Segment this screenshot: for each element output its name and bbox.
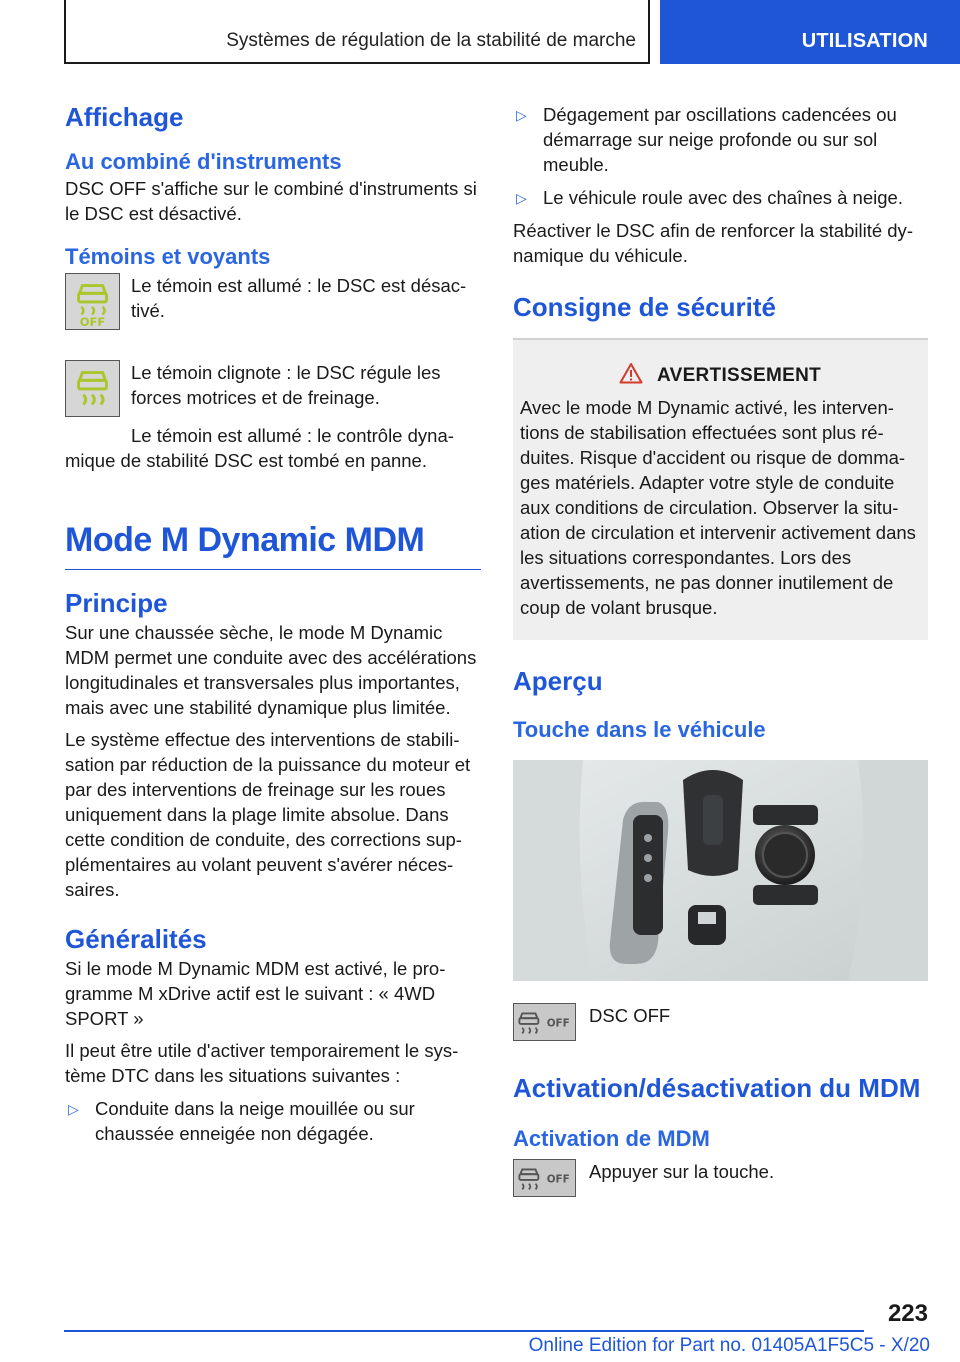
triangle-right-icon: ▷: [68, 1101, 79, 1117]
page-number: 223: [887, 1300, 928, 1327]
principe-p2: Le système effectue des interventions de stabilisation par réduction de la puissance du moteur et par des interventions de freinage sur les roues uniquement dans la plage limite absolue. Dans cette condition de conduite, des corrections supplémentaires au volant peuvent s'avérer nécessaires.: [65, 729, 471, 900]
reactiver-text: Réactiver le DSC afin de renforcer la stabilité dynamique du véhicule.: [513, 220, 913, 266]
footer-edition-text: Online Edition for Part no. 01405A1F5C5 - X/20: [528, 1335, 930, 1356]
right-column: [513, 102, 928, 1199]
dsc-off-button-icon: [513, 1159, 576, 1197]
combine-text: DSC OFF s'affiche sur le combiné d'instruments si le DSC est désactivé.: [65, 178, 477, 224]
warning-header: [520, 362, 920, 389]
list-item: ▷ Le véhicule roule avec des chaînes à neige.: [513, 185, 928, 210]
left-column: [65, 100, 481, 1146]
dsc-off-caption: DSC OFF: [589, 1005, 671, 1026]
warning-title: AVERTISSEMENT: [656, 364, 821, 386]
footer-rule: [64, 1330, 864, 1332]
generalites-p1: Si le mode M Dynamic MDM est activé, le programme M xDrive actif est le suivant : « 4WD SPORT »: [65, 958, 446, 1029]
temoin-2-text: Le témoin clignote : le DSC régule les forces motrices et de freinage.: [131, 362, 441, 408]
warning-triangle-icon: [619, 362, 643, 389]
temoin-row-1: [65, 273, 481, 341]
warning-box: [513, 338, 928, 640]
temoin-3-text: Le témoin est allumé : le contrôle dynamique de stabilité DSC est tombé en panne.: [65, 425, 454, 471]
heading-affichage: Affichage: [65, 102, 184, 132]
warning-text: Avec le mode M Dynamic activé, les interventions de stabilisation effectuées sont plus réduites. Risque d'accident ou risque de dommages matériels. Adapter votre style de conduite aux conditions de circulation. Observer la situation de circulation et intervenir activement dans les situations correspondantes. Lors des avertissements, ne pas donner inutilement de coup de volant brusque.: [520, 397, 916, 618]
center-console-photo: [513, 760, 928, 981]
heading-touche: Touche dans le véhicule: [513, 717, 766, 742]
temoin-1-text: Le témoin est allumé : le DSC est désactivé.: [131, 275, 467, 321]
chapter-title: Mode M Dynamic MDM: [65, 519, 481, 570]
principe-p1: Sur une chaussée sèche, le mode M Dynamic MDM permet une conduite avec des accélérations longitudinales et transversales plus importantes, mais avec une stabilité dynamique plus limitée.: [65, 622, 477, 718]
triangle-right-icon: ▷: [516, 107, 527, 123]
dsc-off-warning-icon: [65, 273, 120, 330]
heading-activation-mdm: Activation de MDM: [513, 1126, 710, 1151]
heading-temoins: Témoins et voyants: [65, 244, 271, 269]
appuyer-text: Appuyer sur la touche.: [589, 1161, 775, 1182]
svg-text:OFF: OFF: [546, 1173, 570, 1186]
svg-text:OFF: OFF: [546, 1017, 570, 1030]
temoin-row-2: [65, 360, 481, 420]
heading-principe: Principe: [65, 588, 168, 618]
list-item: ▷ Dégagement par oscillations cadencées ou démarrage sur neige profonde ou sur sol meuble.: [516, 104, 897, 175]
heading-activation: Activation/désactivation du MDM: [513, 1073, 921, 1103]
header-tab-label: UTILISATION: [801, 30, 928, 52]
heading-generalites: Généralités: [65, 924, 207, 954]
heading-apercu: Aperçu: [513, 666, 603, 696]
heading-consigne: Consigne de sécurité: [513, 292, 776, 322]
dsc-active-warning-icon: [65, 360, 120, 417]
dsc-off-button-icon: [513, 1003, 576, 1041]
bullet-list-right: [513, 102, 928, 210]
appuyer-row: [513, 1159, 928, 1199]
bullet-list-left: [65, 1096, 481, 1146]
heading-combine: Au combiné d'instruments: [65, 149, 342, 174]
generalites-p2: Il peut être utile d'activer temporairement le système DTC dans les situations suivantes :: [65, 1040, 459, 1086]
list-item: ▷ Conduite dans la neige mouillée ou sur chaussée enneigée non dégagée.: [68, 1098, 415, 1144]
triangle-right-icon: ▷: [516, 190, 527, 206]
dsc-off-row: [513, 1003, 928, 1043]
header-section-title: Systèmes de régulation de la stabilité de marche: [226, 30, 636, 51]
svg-text:OFF: OFF: [79, 315, 106, 330]
